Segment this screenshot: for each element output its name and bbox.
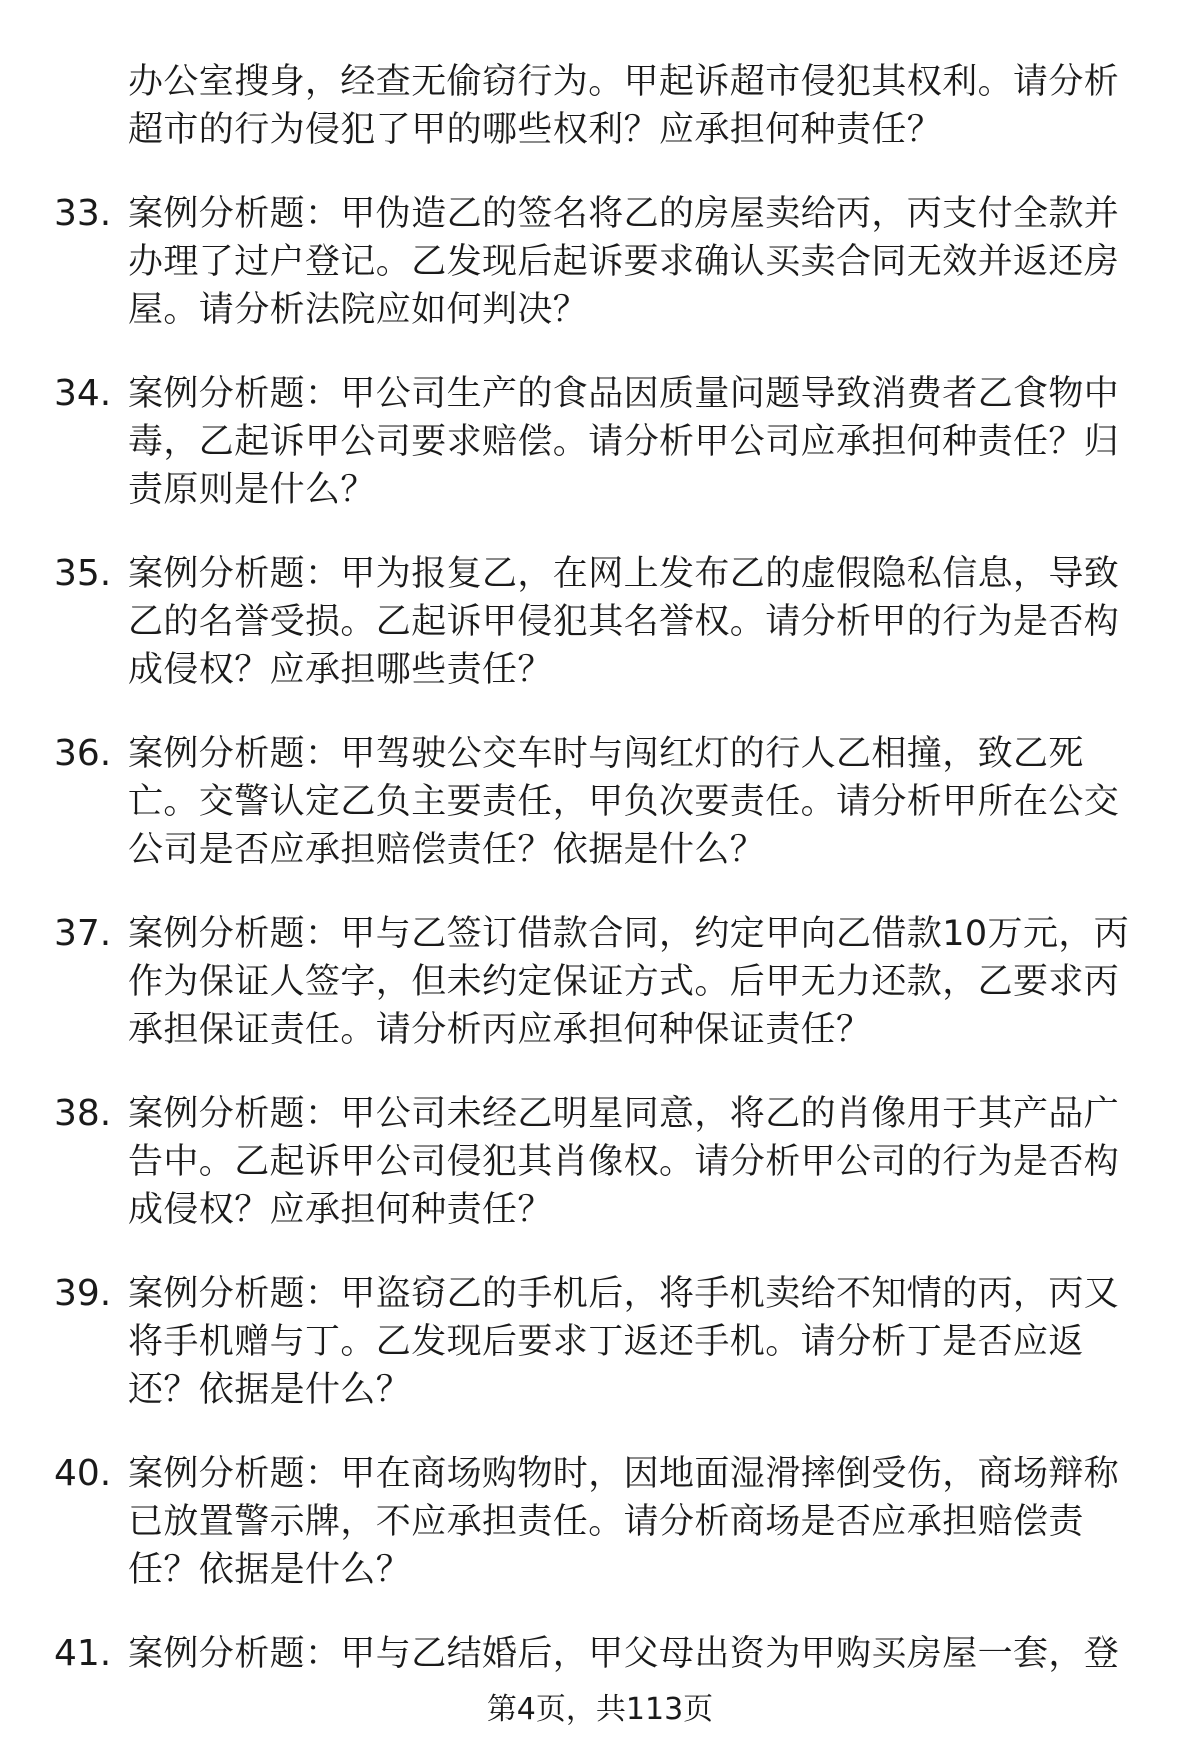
- question-text-line: 作为保证人签字，但未约定保证方式。后甲无力还款，乙要求丙: [128, 962, 1120, 1002]
- question-text-line: 毒，乙起诉甲公司要求赔偿。请分析甲公司应承担何种责任？归: [128, 422, 1120, 462]
- question-text-line: 案例分析题：甲为报复乙，在网上发布乙的虚假隐私信息，导致: [128, 554, 1120, 594]
- question-item: [0, 1450, 1200, 1594]
- question-item: [0, 58, 1200, 154]
- page-footer: 第4页，共113页: [486, 1692, 714, 1727]
- question-text-line: 责原则是什么？: [128, 470, 376, 510]
- question-number: 40.: [54, 1453, 112, 1494]
- question-number: 37.: [54, 913, 112, 954]
- question-text-line: 成侵权？应承担哪些责任？: [128, 650, 553, 690]
- question-item: [0, 370, 1200, 514]
- question-item: [0, 550, 1200, 694]
- question-number: 38.: [54, 1093, 112, 1134]
- question-number: 33.: [54, 193, 112, 234]
- question-text-line: 成侵权？应承担何种责任？: [128, 1190, 553, 1230]
- question-item: [0, 190, 1200, 334]
- question-number: 35.: [54, 553, 112, 594]
- question-list: [0, 58, 1200, 1714]
- question-item: [0, 1630, 1200, 1678]
- question-text-line: 公司是否应承担赔偿责任？依据是什么？: [128, 830, 766, 870]
- question-text-line: 案例分析题：甲公司生产的食品因质量问题导致消费者乙食物中: [128, 374, 1120, 414]
- question-text-line: 案例分析题：甲与乙结婚后，甲父母出资为甲购买房屋一套，登: [128, 1634, 1120, 1674]
- question-text-line: 乙的名誉受损。乙起诉甲侵犯其名誉权。请分析甲的行为是否构: [128, 602, 1120, 642]
- question-text-line: 承担保证责任。请分析丙应承担何种保证责任？: [128, 1010, 872, 1050]
- question-text-line: 办公室搜身，经查无偷窃行为。甲起诉超市侵犯其权利。请分析: [128, 62, 1120, 102]
- question-text-line: 案例分析题：甲驾驶公交车时与闯红灯的行人乙相撞，致乙死: [128, 734, 1084, 774]
- question-item: [0, 1270, 1200, 1414]
- question-number: 34.: [54, 373, 112, 414]
- question-text-line: 案例分析题：甲在商场购物时，因地面湿滑摔倒受伤，商场辩称: [128, 1454, 1120, 1494]
- question-text-line: 已放置警示牌，不应承担责任。请分析商场是否应承担赔偿责: [128, 1502, 1084, 1542]
- question-item: [0, 910, 1200, 1054]
- question-text-line: 超市的行为侵犯了甲的哪些权利？应承担何种责任？: [128, 110, 943, 150]
- question-text-line: 任？依据是什么？: [128, 1550, 412, 1590]
- question-item: [0, 1090, 1200, 1234]
- question-text-line: 案例分析题：甲伪造乙的签名将乙的房屋卖给丙，丙支付全款并: [128, 194, 1120, 234]
- question-text-line: 将手机赠与丁。乙发现后要求丁返还手机。请分析丁是否应返: [128, 1322, 1084, 1362]
- question-text-line: 案例分析题：甲与乙签订借款合同，约定甲向乙借款10万元，丙: [128, 914, 1130, 954]
- question-text-line: 还？依据是什么？: [128, 1370, 412, 1410]
- question-number: 36.: [54, 733, 112, 774]
- question-item: [0, 730, 1200, 874]
- question-number: 39.: [54, 1273, 112, 1314]
- question-text-line: 告中。乙起诉甲公司侵犯其肖像权。请分析甲公司的行为是否构: [128, 1142, 1120, 1182]
- question-text-line: 案例分析题：甲公司未经乙明星同意，将乙的肖像用于其产品广: [128, 1094, 1120, 1134]
- question-number: 41.: [54, 1633, 112, 1674]
- question-text-line: 亡。交警认定乙负主要责任，甲负次要责任。请分析甲所在公交: [128, 782, 1120, 822]
- question-text-line: 办理了过户登记。乙发现后起诉要求确认买卖合同无效并返还房: [128, 242, 1120, 282]
- question-text-line: 案例分析题：甲盗窃乙的手机后，将手机卖给不知情的丙，丙又: [128, 1274, 1120, 1314]
- question-text-line: 屋。请分析法院应如何判决？: [128, 290, 589, 330]
